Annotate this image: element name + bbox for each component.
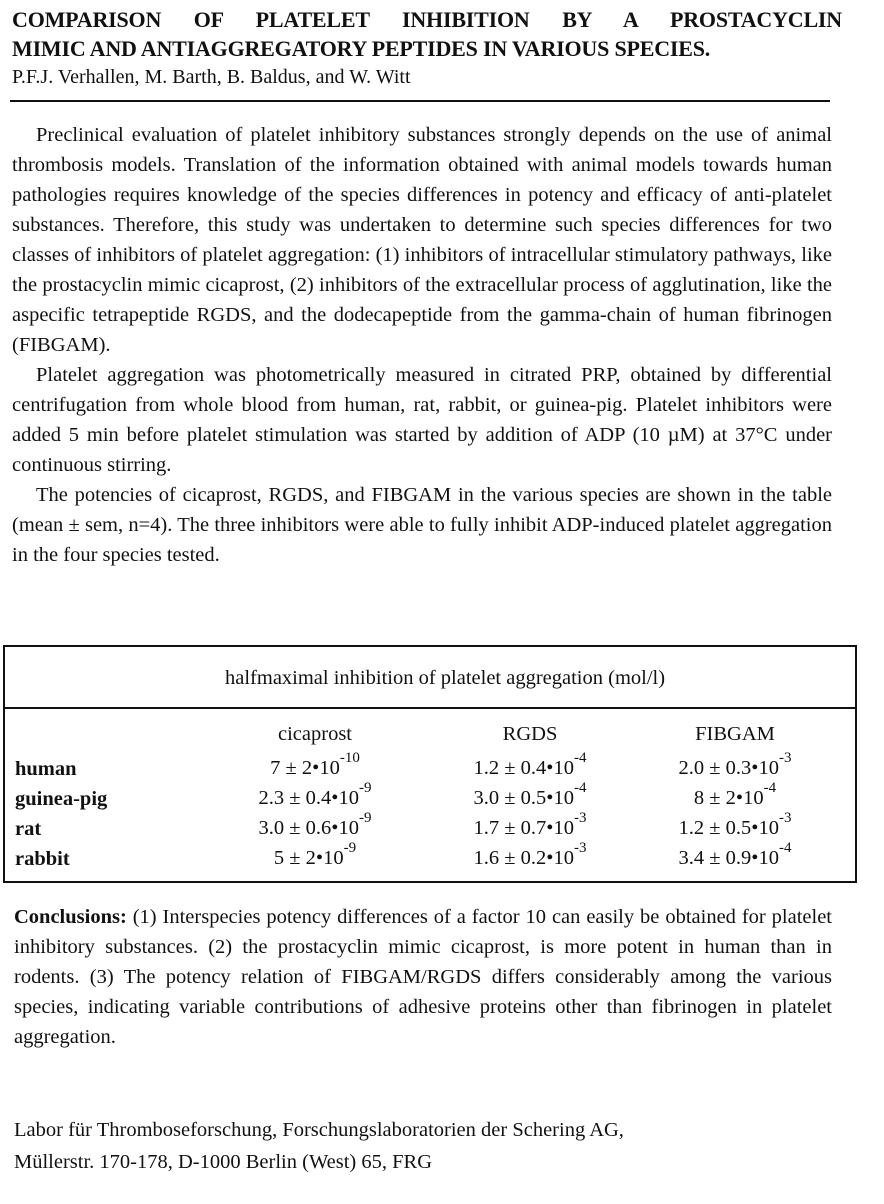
row-label-rat: rat: [15, 818, 42, 840]
table-caption-text: halfmaximal inhibition of platelet aggregation (mol/l): [225, 667, 666, 689]
table-caption: [5, 647, 855, 709]
table-cell: $2.3 \pm 0.4•10^{-9}$: [258, 780, 372, 809]
table-cell: $1.2 \pm 0.5•10^{-3}$: [678, 810, 792, 839]
row-label-human: human: [15, 758, 77, 780]
row-label-guinea-pig: guinea-pig: [15, 788, 108, 810]
results-table: [3, 645, 857, 883]
affiliation: [14, 1114, 832, 1178]
affiliation-line-2: Müllerstr. 170-178, D-1000 Berlin (West) 65, FRG: [14, 1151, 432, 1173]
table-cell: $5 \pm 2•10^{-9}$: [273, 840, 357, 869]
table-cell: $7 \pm 2•10^{-10}$: [270, 750, 360, 779]
conclusions-label: Conclusions:: [14, 906, 127, 928]
paper-title: [12, 5, 842, 63]
table-cell: $3.4 \pm 0.9•10^{-4}$: [678, 840, 792, 869]
conclusions: [14, 902, 832, 1052]
header-divider: [10, 100, 830, 102]
table-cell: $3.0 \pm 0.5•10^{-4}$: [473, 780, 587, 809]
column-header-fibgam: FIBGAM: [695, 723, 775, 745]
table-cell: $2.0 \pm 0.3•10^{-3}$: [678, 750, 792, 779]
table-cell: $1.7 \pm 0.7•10^{-3}$: [473, 810, 587, 839]
table-cell: $8 \pm 2•10^{-4}$: [693, 780, 777, 809]
column-header-rgds: RGDS: [502, 723, 558, 745]
paragraph-methods: Platelet aggregation was photometrically measured in citrated PRP, obtained by differential centrifugation from whole blood from human, rat, rabbit, or guinea-pig. Platelet inhibitors were added 5 min before platelet stimulation was started by addition of ADP (10 µM) at 37°C under continuous stirring.: [12, 364, 832, 476]
title-line-2: MIMIC AND ANTIAGGREGATORY PEPTIDES IN VARIOUS SPECIES.: [12, 36, 711, 61]
table-cell: $1.6 \pm 0.2•10^{-3}$: [473, 840, 587, 869]
affiliation-line-1: Labor für Thromboseforschung, Forschungslaboratorien der Schering AG,: [14, 1119, 624, 1141]
table-cell: $3.0 \pm 0.6•10^{-9}$: [258, 810, 372, 839]
column-header-cicaprost: cicaprost: [278, 723, 352, 745]
row-label-rabbit: rabbit: [15, 848, 70, 870]
table-cell: $1.2 \pm 0.4•10^{-4}$: [473, 750, 587, 779]
paragraph-intro: Preclinical evaluation of platelet inhibitory substances strongly depends on the use of animal thrombosis models. Translation of the information obtained with animal models towards human pathologies requires knowledge of the species differences in potency and efficacy of anti-platelet substances. Therefore, this study was undertaken to determine such species differences for two classes of inhibitors of platelet aggregation: (1) inhibitors of intracellular stimulatory pathways, like the prostacyclin mimic cicaprost, (2) inhibitors of the extracellular process of agglutination, like the aspecific tetrapeptide RGDS, and the dodecapeptide from the gamma-chain of human fibrinogen (FIBGAM).: [12, 124, 832, 356]
paragraph-results: The potencies of cicaprost, RGDS, and FIBGAM in the various species are shown in the table (mean ± sem, n=4). The three inhibitors were able to fully inhibit ADP-induced platelet aggregation in the four species tested.: [12, 484, 832, 566]
title-line-1: COMPARISON OF PLATELET INHIBITION BY A PROSTACYCLIN: [12, 7, 842, 32]
abstract-body: [12, 120, 832, 570]
conclusions-text: (1) Interspecies potency differences of a factor 10 can easily be obtained for platelet inhibitory substances. (2) the prostacyclin mimic cicaprost, is more potent in human than in rodents. (3) The potency relation of FIBGAM/RGDS differs considerably among the various species, indicating variable contributions of adhesive proteins other than fibrinogen in platelet aggregation.: [14, 906, 832, 1048]
authors: P.F.J. Verhallen, M. Barth, B. Baldus, and W. Witt: [12, 66, 411, 88]
